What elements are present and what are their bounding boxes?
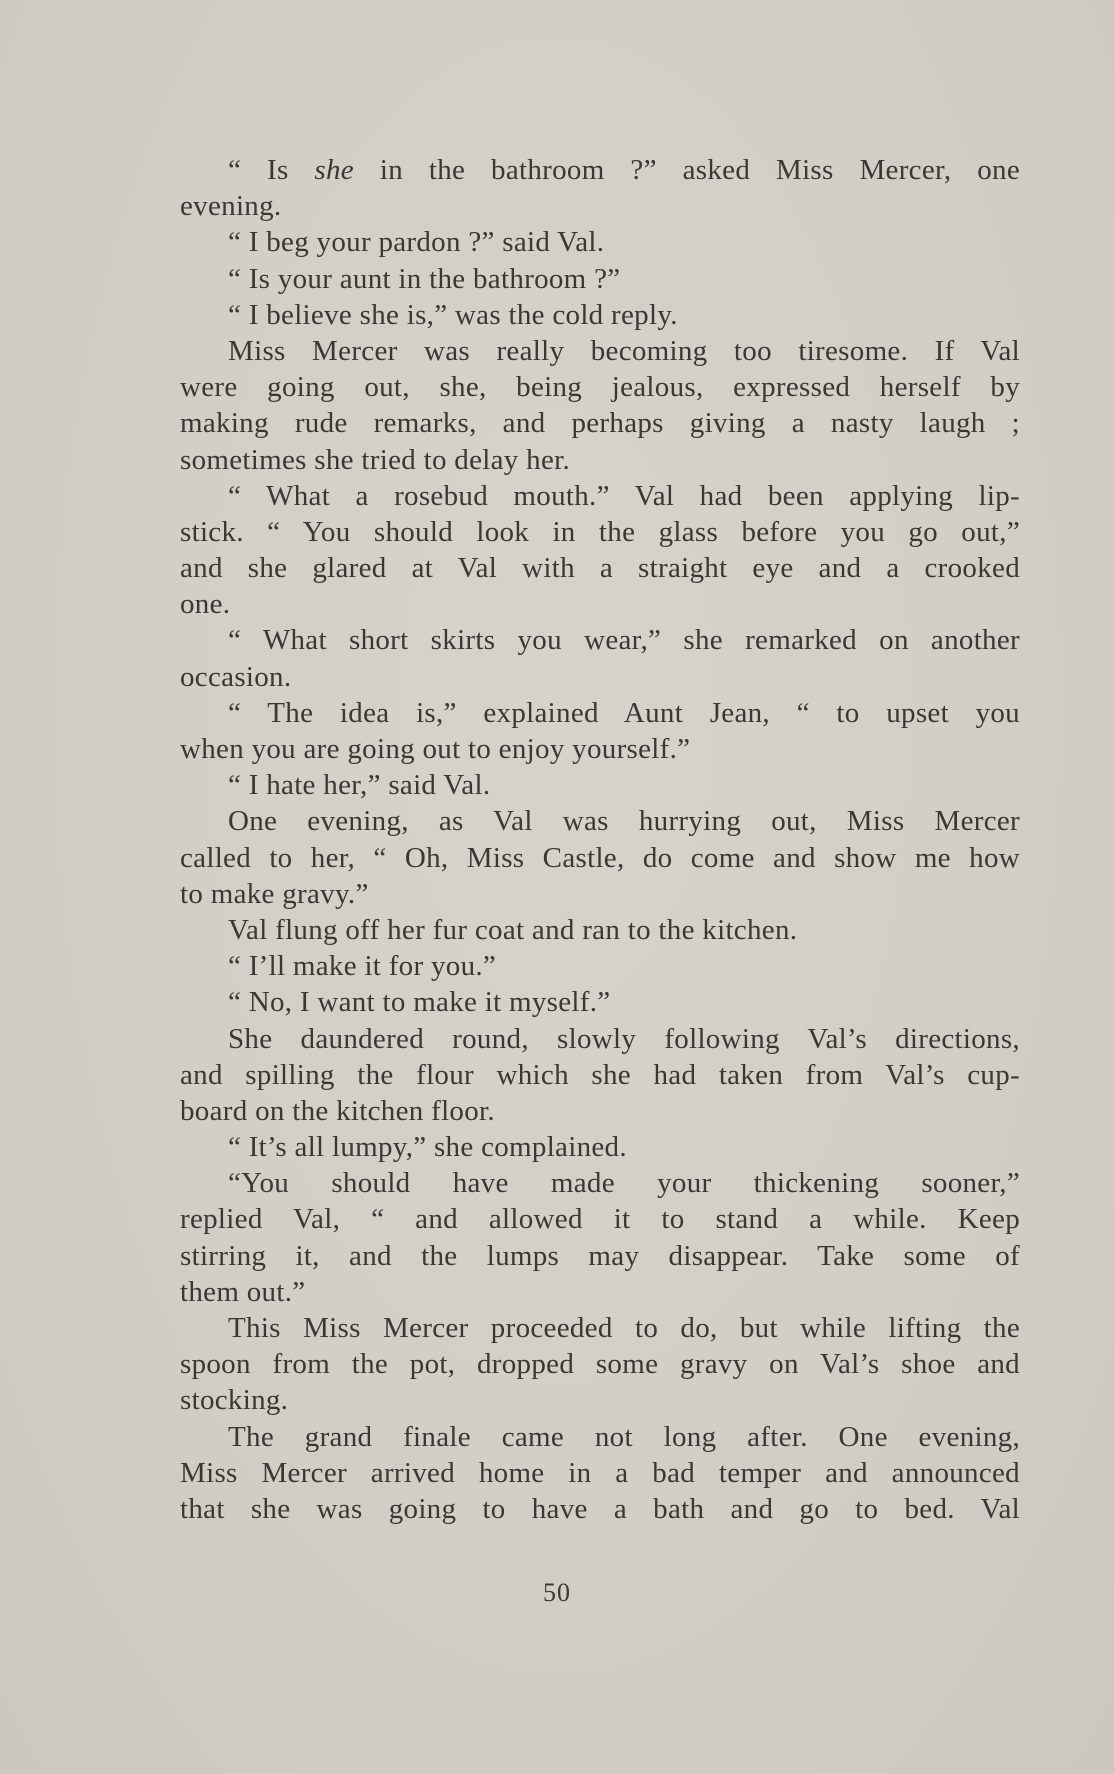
text-line — [180, 369, 1020, 405]
text-run: Val flung off her fur coat and ran to the kitchen. — [228, 913, 798, 946]
text-line — [180, 1491, 1020, 1527]
paragraph — [180, 152, 1020, 224]
paragraph — [180, 333, 1020, 478]
text-line — [180, 1455, 1020, 1491]
text-line — [180, 261, 1020, 297]
text-run: “ I hate her,” said Val. — [228, 769, 491, 802]
text-run: replied Val, “ and allowed it to stand a while. Keep — [180, 1203, 1020, 1236]
text-run: stick. “ You should look in the glass before you go out,” — [180, 515, 1020, 548]
italic-text: she — [314, 154, 354, 186]
text-run: “ Is — [228, 154, 315, 186]
text-line — [180, 622, 1020, 658]
text-run: Miss Mercer was really becoming too tiresome. If Val — [228, 334, 1020, 367]
text-run: “You should have made your thickening sooner,” — [228, 1167, 1020, 1200]
body-text — [180, 152, 1020, 1527]
text-line — [180, 1419, 1020, 1455]
text-run: making rude remarks, and perhaps giving a nasty laugh ; — [180, 407, 1020, 440]
text-line — [180, 1057, 1020, 1093]
text-line — [180, 442, 1020, 478]
text-run: “ The idea is,” explained Aunt Jean, “ to upset you — [228, 696, 1020, 729]
paragraph — [180, 1165, 1020, 1310]
text-run: One evening, as Val was hurrying out, Miss Mercer — [228, 805, 1020, 838]
text-run: sometimes she tried to delay her. — [180, 443, 571, 476]
text-line — [180, 876, 1020, 912]
page-number: 50 — [543, 1578, 571, 1607]
text-line — [180, 550, 1020, 586]
paragraph — [180, 767, 1020, 803]
paragraph — [180, 224, 1020, 260]
text-run: them out.” — [180, 1275, 306, 1308]
paragraph — [180, 478, 1020, 623]
text-line — [180, 1021, 1020, 1057]
text-line — [180, 224, 1020, 260]
paragraph — [180, 1419, 1020, 1528]
text-line — [180, 1165, 1020, 1201]
text-run: one. — [180, 588, 231, 621]
paragraph — [180, 297, 1020, 333]
text-line — [180, 1201, 1020, 1237]
paragraph — [180, 695, 1020, 767]
text-line — [180, 984, 1020, 1020]
text-line — [180, 586, 1020, 622]
text-run: The grand finale came not long after. One evening, — [228, 1420, 1020, 1453]
text-line — [180, 1382, 1020, 1418]
text-run: called to her, “ Oh, Miss Castle, do come and show me how — [180, 841, 1020, 874]
paragraph — [180, 1021, 1020, 1130]
text-line — [180, 1274, 1020, 1310]
paragraph — [180, 948, 1020, 984]
text-line — [180, 188, 1020, 224]
text-line — [180, 767, 1020, 803]
text-run: “ No, I want to make it myself.” — [228, 986, 611, 1019]
paragraph — [180, 984, 1020, 1020]
text-run: “ I beg your pardon ?” said Val. — [228, 226, 605, 259]
text-line — [180, 840, 1020, 876]
text-run: Miss Mercer arrived home in a bad temper and announced — [180, 1456, 1020, 1489]
text-line — [180, 297, 1020, 333]
text-line — [180, 1129, 1020, 1165]
text-line — [180, 478, 1020, 514]
text-run: evening. — [180, 190, 282, 223]
text-run: This Miss Mercer proceeded to do, but while lifting the — [228, 1312, 1020, 1344]
text-line — [180, 659, 1020, 695]
text-line — [180, 514, 1020, 550]
text-line — [180, 1093, 1020, 1129]
text-line — [180, 333, 1020, 369]
text-line — [180, 1310, 1020, 1346]
text-line — [180, 1346, 1020, 1382]
text-run: spoon from the pot, dropped some gravy on Val’s shoe and — [180, 1348, 1020, 1381]
text-run: and spilling the flour which she had taken from Val’s cup- — [180, 1058, 1020, 1091]
text-run: “ I believe she is,” was the cold reply. — [228, 298, 678, 331]
text-run: stocking. — [180, 1384, 289, 1417]
paragraph — [180, 803, 1020, 912]
text-line — [180, 803, 1020, 839]
text-run: occasion. — [180, 660, 292, 693]
text-line — [180, 912, 1020, 948]
text-run: that she was going to have a bath and go to bed. Val — [180, 1492, 1020, 1525]
text-run: were going out, she, being jealous, expressed herself by — [180, 371, 1020, 404]
paragraph — [180, 1310, 1020, 1419]
paragraph — [180, 1129, 1020, 1165]
text-run: “ I’ll make it for you.” — [228, 950, 497, 983]
text-run: and she glared at Val with a straight eye and a crooked — [180, 552, 1020, 585]
text-run: in the bathroom ?” asked Miss Mercer, one — [353, 154, 1020, 186]
text-line — [180, 405, 1020, 441]
text-run: She daundered round, slowly following Val’s directions, — [228, 1022, 1020, 1055]
text-run: “ It’s all lumpy,” she complained. — [228, 1131, 627, 1164]
paragraph — [180, 622, 1020, 694]
text-run: “ What a rosebud mouth.” Val had been applying lip- — [228, 479, 1020, 512]
text-run: “ Is your aunt in the bathroom ?” — [228, 262, 621, 295]
text-run: stirring it, and the lumps may disappear. Take some of — [180, 1239, 1020, 1272]
paragraph — [180, 261, 1020, 297]
text-line — [180, 731, 1020, 767]
text-run: “ What short skirts you wear,” she remarked on another — [228, 624, 1020, 657]
text-run: to make gravy.” — [180, 877, 369, 910]
text-run: board on the kitchen floor. — [180, 1094, 495, 1127]
text-line — [180, 1238, 1020, 1274]
paragraph — [180, 912, 1020, 948]
text-line — [180, 152, 1020, 188]
text-line — [180, 695, 1020, 731]
text-run: when you are going out to enjoy yourself.” — [180, 733, 691, 765]
text-line — [180, 948, 1020, 984]
